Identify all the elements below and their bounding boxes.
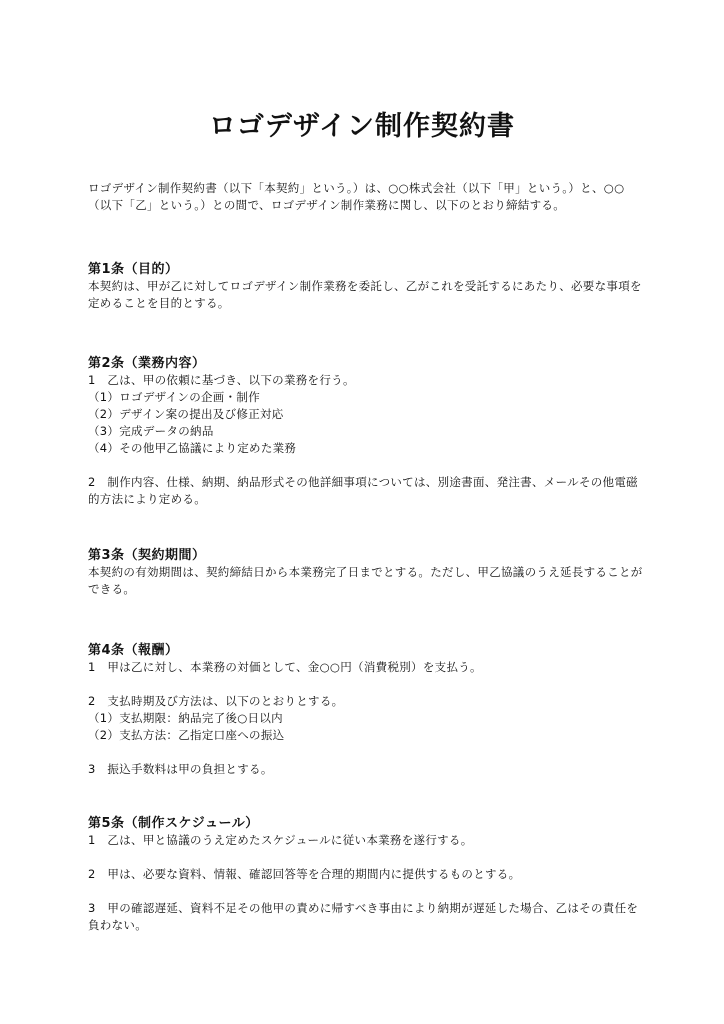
list-item: （2）デザイン案の提出及び修正対応 (88, 407, 284, 421)
article-heading: 第5条（制作スケジュール） (88, 816, 259, 831)
list-item: （1）支払期限：納品完了後○日以内 (88, 711, 283, 725)
article-paragraph: 本契約は、甲が乙に対してロゴデザイン制作業務を委託し、乙がこれを受託するにあたり、必要な事項を定めることを目的とする。 (88, 279, 642, 310)
article-paragraph: 2 制作内容、仕様、納期、納品形式その他詳細事項については、別途書面、発注書、メールその他電磁的方法により定める。 (88, 475, 638, 506)
article-2 (88, 355, 648, 508)
article-paragraph: 2 支払時期及び方法は、以下のとおりとする。 (88, 694, 344, 708)
article-heading: 第2条（業務内容） (88, 356, 206, 371)
list-item: （4）その他甲乙協議により定めた業務 (88, 441, 297, 455)
article-paragraph: 2 甲は、必要な資料、情報、確認回答等を合理的期間内に提供するものとする。 (88, 867, 521, 881)
list-item: （1）ロゴデザインの企画・制作 (88, 390, 261, 404)
article-1 (88, 261, 648, 312)
article-paragraph: 3 振込手数料は甲の負担とする。 (88, 762, 273, 776)
article-paragraph: 1 甲は乙に対し、本業務の対価として、金○○円（消費税別）を支払う。 (88, 660, 482, 674)
preamble (88, 180, 648, 214)
article-3 (88, 547, 648, 598)
article-5 (88, 815, 648, 934)
preamble-text: ロゴデザイン制作契約書（以下「本契約」という。）は、○○株式会社（以下「甲」という。）と、○○（以下「乙」という。）との間で、ロゴデザイン制作業務に関し、以下のとおり締結する。 (88, 181, 625, 212)
article-4 (88, 642, 648, 778)
article-heading: 第4条（報酬） (88, 643, 179, 658)
article-heading: 第1条（目的） (88, 262, 179, 277)
article-paragraph: 3 甲の確認遅延、資料不足その他甲の責めに帰すべき事由により納期が遅延した場合、乙はその責任を負わない。 (88, 901, 639, 932)
article-heading: 第3条（契約期間） (88, 548, 206, 563)
article-paragraph: 本契約の有効期間は、契約締結日から本業務完了日までとする。ただし、甲乙協議のうえ延長することができる。 (88, 565, 643, 596)
article-paragraph: 1 乙は、甲の依頼に基づき、以下の業務を行う。 (88, 373, 355, 387)
document-title: ロゴデザイン制作契約書 (208, 111, 516, 142)
list-item: （2）支払方法：乙指定口座への振込 (88, 728, 285, 742)
list-item: （3）完成データの納品 (88, 424, 214, 438)
article-paragraph: 1 乙は、甲と協議のうえ定めたスケジュールに従い本業務を遂行する。 (88, 833, 473, 847)
